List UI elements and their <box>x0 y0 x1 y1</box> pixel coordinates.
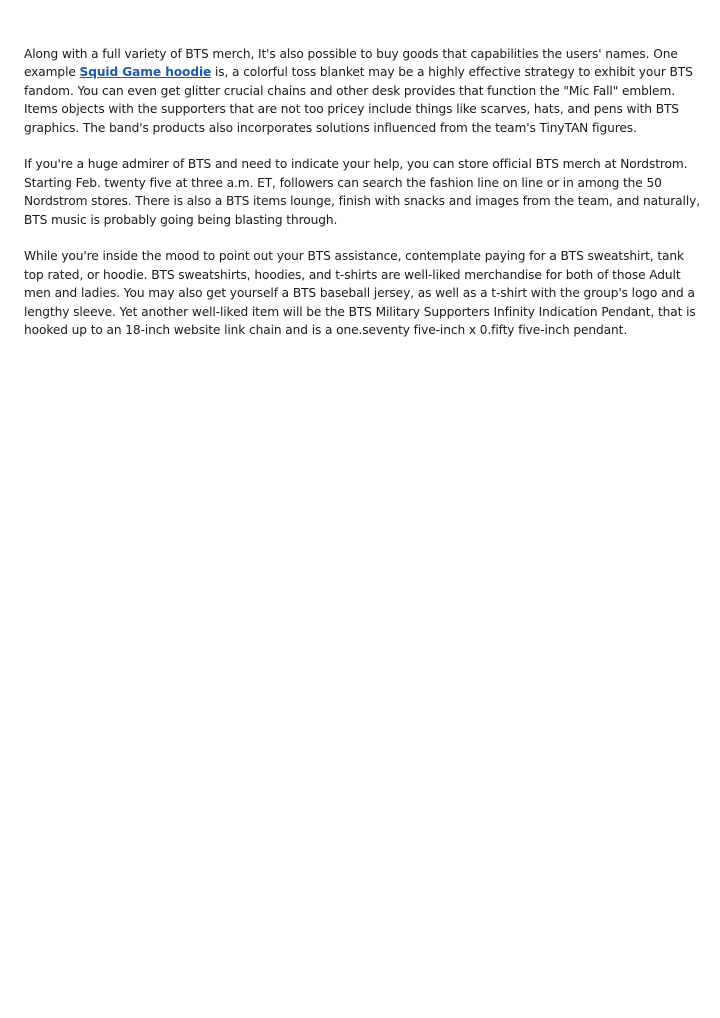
paragraph-2: If you're a huge admirer of BTS and need to indicate your help, you can store official BTS merch at Nordstrom. Starting Feb. twenty five at three a.m. ET, followers can search the fashion line on line or in among the 50 Nordstrom stores. There is also a BTS items lounge, finish with snacks and images from the team, and naturally, BTS music is probably going being blasting through. <box>24 157 701 227</box>
paragraph-1 <box>24 45 700 137</box>
squid-game-hoodie-link[interactable]: Squid Game hoodie <box>79 65 212 80</box>
paragraph-3: While you're inside the mood to point out your BTS assistance, contemplate paying for a BTS sweatshirt, tank top rated, or hoodie. BTS sweatshirts, hoodies, and t-shirts are well-liked merchandise for both of those Adult men and ladies. You may also get yourself a BTS baseball jersey, as well as a t-shirt with the group's logo and a lengthy sleeve. Yet another well-liked item will be the BTS Military Supporters Infinity Indication Pendant, that is hooked up to an 18-inch website link chain and is a one.seventy five-inch x 0.fifty five-inch pendant. <box>24 249 696 338</box>
paragraph-1-text-start: Along with a full variety of BTS merch, It's also possible to buy goods that capabilities the users' names. One example <box>24 47 678 80</box>
paragraph-1-text-end: is, a colorful toss blanket may be a highly effective strategy to exhibit your BTS fandom. You can even get glitter crucial chains and other desk provides that function the "Mic Fall" emblem. Items objects with the supporters that are not too pricey include things like scarves, hats, and pens with BTS graphics. The band's products also incorporates solutions influenced from the team's TinyTAN figures. <box>24 65 693 135</box>
article-body <box>24 45 700 358</box>
